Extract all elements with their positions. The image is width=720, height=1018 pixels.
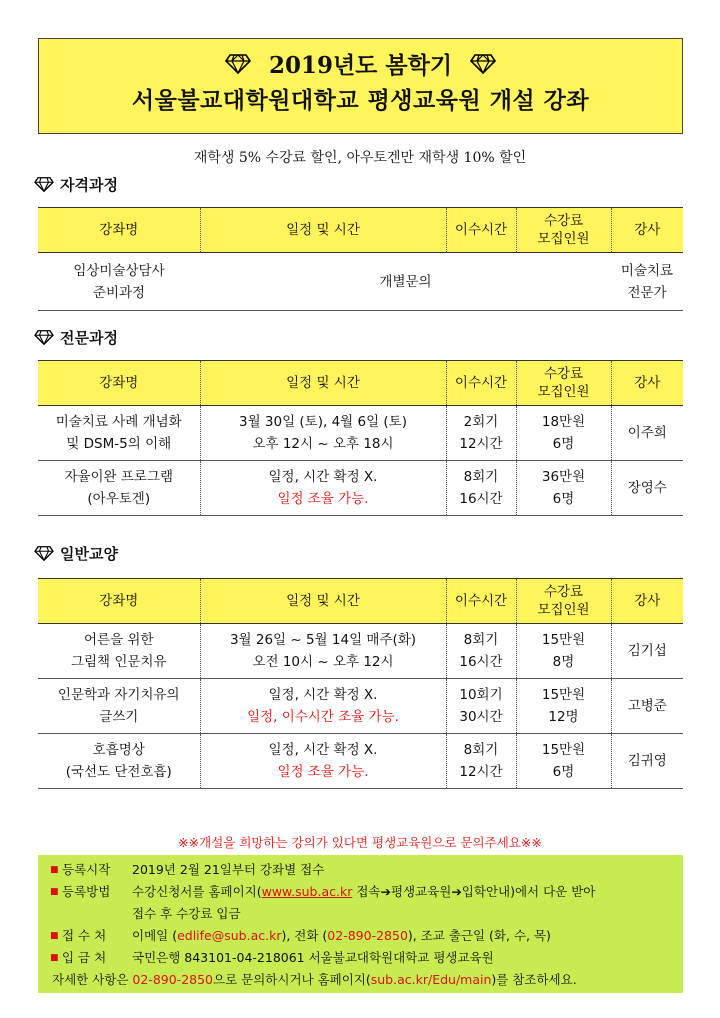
course-table-professional — [38, 360, 683, 516]
table-row: 자율이완 프로그램 (아우토겐) 일정, 시간 확정 X. 일정 조율 가능. 8회기 16시간 36만원 6명 장영수 — [38, 461, 683, 516]
info-row-reg-method-cont: 접수 후 수강료 입금 — [132, 906, 241, 921]
diamond-icon — [34, 177, 54, 192]
info-row-bank: ■ 입 금 처 국민은행 843101-04-218061 서울불교대학원대학교 평생교육원 — [50, 947, 683, 969]
bullet-icon: ■ — [50, 931, 59, 941]
course-table-general — [38, 578, 683, 789]
discount-note: 재학생 5% 수강료 할인, 아우토겐만 재학생 10% 할인 — [193, 150, 527, 166]
bullet-icon: ■ — [50, 953, 59, 963]
table-row: 임상미술상담사 준비과정 개별문의 미술치료 전문가 — [38, 253, 683, 311]
registration-info-box — [38, 855, 683, 993]
info-row-contact: ■ 접 수 처 이메일 (edlife@sub.ac.kr), 전화 (02-890-2850), 조교 출근일 (화, 수, 목) — [50, 925, 683, 947]
title-line1: 2019년도 봄학기 — [268, 52, 453, 79]
diamond-icon — [34, 546, 54, 561]
table-row: 어른을 위한 그림책 인문치유 3월 26일 ~ 5월 14일 매주(화) 오전 10시 ~ 오후 12시 8회기 16시간 15만원 8명 김기섭 — [38, 624, 683, 679]
table-row: 호흡명상 (국선도 단전호흡) 일정, 시간 확정 X. 일정 조율 가능. 8회기 12시간 15만원 6명 김귀영 — [38, 734, 683, 789]
diamond-icon — [34, 330, 54, 345]
info-row-reg-method: ■ 등록방법 수강신청서를 홈페이지(www.sub.ac.kr 접속➔평생교육원➔입학안내)에서 다운 받아 — [50, 881, 683, 903]
course-table-certificate — [38, 207, 683, 311]
table-header-row: 강좌명 일정 및 시간 이수시간 수강료 모집인원 강사 — [38, 208, 683, 253]
title-banner — [38, 38, 683, 134]
bullet-icon: ■ — [50, 865, 59, 875]
info-row-reg-start: ■ 등록시작 2019년 2월 21일부터 강좌별 접수 — [50, 859, 683, 881]
section-heading-professional: 전문과정 — [34, 327, 118, 348]
homepage-link[interactable]: www.sub.ac.kr — [261, 884, 353, 899]
section-heading-certificate: 자격과정 — [34, 174, 118, 195]
footer-link[interactable]: sub.ac.kr/Edu/main — [370, 972, 492, 987]
contact-email[interactable]: edlife@sub.ac.kr — [177, 928, 282, 943]
section-heading-general: 일반교양 — [34, 543, 118, 564]
table-row: 인문학과 자기치유의 글쓰기 일정, 시간 확정 X. 일정, 이수시간 조율 가능. 10회기 30시간 15만원 12명 고병준 — [38, 679, 683, 734]
title-line2: 서울불교대학원대학교 평생교육원 개설 강좌 — [131, 87, 590, 114]
table-header-row: 강좌명 일정 및 시간 이수시간 수강료 모집인원 강사 — [38, 579, 683, 624]
inquiry-notice: ※※개설을 희망하는 강의가 있다면 평생교육원으로 문의주세요※※ — [178, 835, 542, 850]
info-footer: 자세한 사항은 02-890-2850으로 문의하시거나 홈페이지(sub.ac.kr/Edu/main)를 참조하세요. — [52, 972, 577, 987]
diamond-icon — [470, 54, 496, 74]
table-header-row: 강좌명 일정 및 시간 이수시간 수강료 모집인원 강사 — [38, 361, 683, 406]
bullet-icon: ■ — [50, 887, 59, 897]
contact-phone: 02-890-2850 — [327, 928, 408, 943]
table-row: 미술치료 사례 개념화 및 DSM-5의 이해 3월 30일 (토), 4월 6일 (토) 오후 12시 ~ 오후 18시 2회기 12시간 18만원 6명 이주희 — [38, 406, 683, 461]
diamond-icon — [225, 54, 251, 74]
footer-phone: 02-890-2850 — [132, 972, 214, 987]
